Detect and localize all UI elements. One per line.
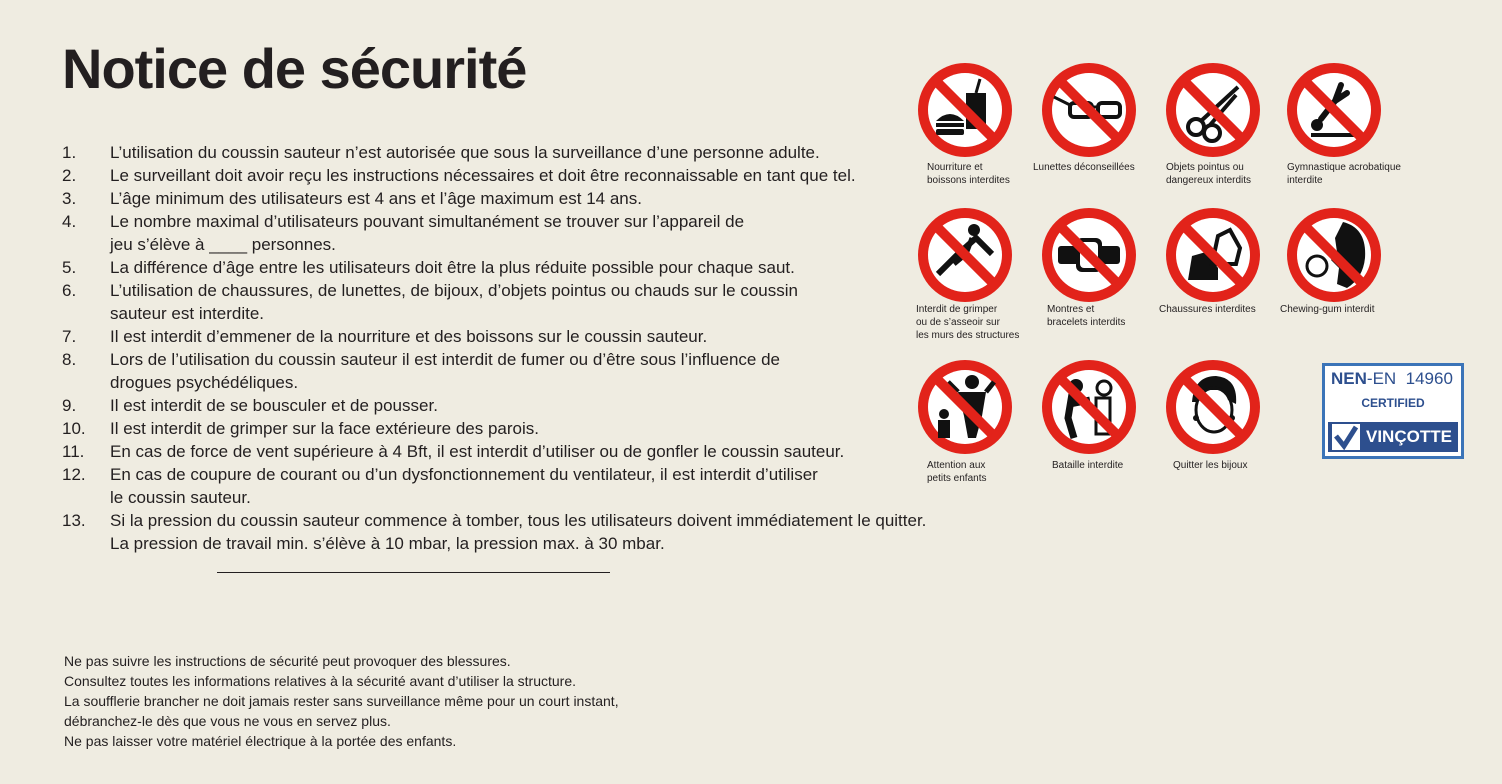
- sign-caption: Montres et bracelets interdits: [1047, 304, 1126, 328]
- rule-number: 4.: [62, 212, 77, 231]
- rule-text: Le surveillant doit avoir reçu les instructions nécessaires et doit être reconnaissable en tant que tel.: [110, 166, 856, 185]
- list-item: [62, 509, 992, 555]
- sign-caption: Chewing-gum interdit: [1280, 304, 1375, 315]
- sign-caption: Quitter les bijoux: [1173, 460, 1248, 471]
- fighting-icon: [1042, 360, 1136, 454]
- sign-shoes: [1159, 208, 1296, 338]
- sign-climbing: [918, 208, 1048, 348]
- rule-text: Il est interdit d’emmener de la nourriture et des boissons sur le coussin sauteur.: [110, 327, 708, 346]
- signature-line: [217, 572, 610, 573]
- list-item: [62, 325, 992, 348]
- list-item: [62, 141, 992, 164]
- rule-text: Il est interdit de se bousculer et de pousser.: [110, 396, 438, 415]
- rule-number: 5.: [62, 258, 77, 277]
- page-title: Notice de sécurité: [62, 37, 527, 100]
- certification-badge: [1322, 363, 1464, 459]
- glasses-icon: [1042, 63, 1136, 157]
- checkmark-icon: [1332, 424, 1360, 450]
- rule-number: 8.: [62, 350, 77, 369]
- rule-number: 10.: [62, 419, 86, 438]
- sign-chewing-gum: [1280, 208, 1417, 338]
- certification-standard: [1331, 369, 1453, 389]
- watch-icon: [1042, 208, 1136, 302]
- rule-text: En cas de force de vent supérieure à 4 Bft, il est interdit d’utiliser ou de gonfler le coussin sauteur.: [110, 442, 845, 461]
- standard-number: 14960: [1405, 369, 1453, 388]
- sign-caption: Attention aux petits enfants: [927, 460, 987, 484]
- rule-text: L’âge minimum des utilisateurs est 4 ans et l’âge maximum est 14 ans.: [110, 189, 642, 208]
- list-item: [62, 164, 992, 187]
- rule-number: 3.: [62, 189, 77, 208]
- climbing-icon: [918, 208, 1012, 302]
- rule-text: La différence d’âge entre les utilisateurs doit être la plus réduite possible pour chaque saut.: [110, 258, 795, 277]
- rule-text: Le nombre maximal d’utilisateurs pouvant simultanément se trouver sur l’appareil de jeu s’élève à ____ personnes.: [110, 212, 745, 254]
- certification-status: CERTIFIED: [1361, 396, 1425, 410]
- sign-caption: Gymnastique acrobatique interdite: [1287, 162, 1401, 186]
- footer-line: Ne pas suivre les instructions de sécurité peut provoquer des blessures.: [64, 653, 511, 669]
- list-item: [62, 210, 992, 256]
- rule-number: 11.: [62, 442, 85, 461]
- rule-number: 6.: [62, 281, 77, 300]
- chewing-gum-icon: [1287, 208, 1381, 302]
- footer-line: La soufflerie brancher ne doit jamais rester sans surveillance même pour un court instant,: [64, 693, 619, 709]
- certifier-name: VINÇOTTE: [1366, 427, 1452, 446]
- rule-number: 7.: [62, 327, 77, 346]
- acrobatics-icon: [1287, 63, 1381, 157]
- sign-scissors: [1166, 63, 1296, 193]
- shoes-icon: [1166, 208, 1260, 302]
- list-item: [62, 187, 992, 210]
- sign-watch: [1042, 208, 1172, 338]
- sign-acrobatics: [1287, 63, 1417, 193]
- list-item: [62, 417, 992, 440]
- rule-text: Si la pression du coussin sauteur commence à tomber, tous les utilisateurs doivent immédiatement le quitter. La pression de travail min. s’élève à 10 mbar, la pression max. à 30 mbar.: [110, 511, 927, 553]
- sign-jewelry: [1166, 360, 1296, 490]
- list-item: [62, 463, 992, 509]
- small-children-icon: [918, 360, 1012, 454]
- sign-caption: Chaussures interdites: [1159, 304, 1256, 315]
- rule-number: 13.: [62, 511, 86, 530]
- rule-text: L’utilisation de chaussures, de lunettes, de bijoux, d’objets pointus ou chauds sur le coussin sauteur est interdite.: [110, 281, 798, 323]
- list-item: [62, 348, 992, 394]
- rule-text: Lors de l’utilisation du coussin sauteur il est interdit de fumer ou d’être sous l’influence de drogues psychédéliques.: [110, 350, 780, 392]
- sign-caption: Objets pointus ou dangereux interdits: [1166, 162, 1252, 186]
- rule-text: Il est interdit de grimper sur la face extérieure des parois.: [110, 419, 539, 438]
- list-item: [62, 440, 992, 463]
- sign-food-drink: [918, 63, 1048, 193]
- rule-text: En cas de coupure de courant ou d’un dysfonctionnement du ventilateur, il est interdit d’utiliser le coussin sauteur.: [110, 465, 818, 507]
- footer-line: Consultez toutes les informations relatives à la sécurité avant d’utiliser la structure.: [64, 673, 577, 689]
- rule-number: 12.: [62, 465, 86, 484]
- certifier-logo: [1328, 422, 1458, 452]
- scissors-icon: [1166, 63, 1260, 157]
- list-item: [62, 256, 992, 279]
- sign-caption: Bataille interdite: [1052, 460, 1124, 471]
- jewelry-icon: [1166, 360, 1260, 454]
- rule-text: L’utilisation du coussin sauteur n’est autorisée que sous la surveillance d’une personne adulte.: [110, 143, 820, 162]
- standard-prefix: NEN: [1331, 369, 1367, 388]
- sign-caption: Lunettes déconseillées: [1033, 162, 1135, 173]
- sign-small-children: [918, 360, 1048, 490]
- safety-rules-list: [62, 141, 992, 555]
- sign-caption: Nourriture et boissons interdites: [927, 162, 1010, 186]
- sign-glasses: [1033, 63, 1172, 193]
- rule-number: 1.: [62, 143, 77, 162]
- sign-fighting: [1042, 360, 1172, 490]
- sign-caption: Interdit de grimper ou de s’asseoir sur les murs des structures: [916, 304, 1020, 341]
- standard-suffix: -EN: [1366, 369, 1397, 388]
- footer-line: Ne pas laisser votre matériel électrique à la portée des enfants.: [64, 733, 457, 749]
- footer-line: débranchez-le dès que vous ne vous en servez plus.: [64, 713, 391, 729]
- food-drink-icon: [918, 63, 1012, 157]
- footer-warnings: [64, 651, 619, 751]
- list-item: [62, 394, 992, 417]
- rule-number: 2.: [62, 166, 77, 185]
- list-item: [62, 279, 992, 325]
- rule-number: 9.: [62, 396, 77, 415]
